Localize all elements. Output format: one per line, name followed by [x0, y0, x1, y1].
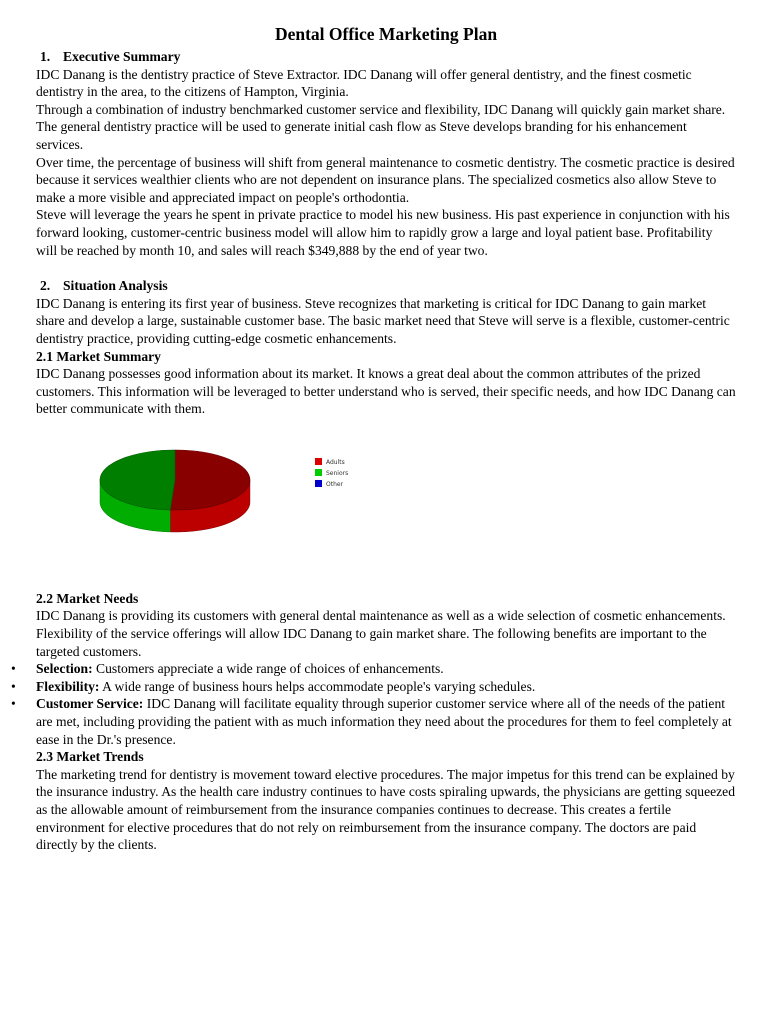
market-summary-heading: 2.1 Market Summary [36, 348, 161, 364]
document-page [11, 22, 736, 854]
executive-summary-heading [36, 48, 736, 66]
section-number: 2. [40, 278, 51, 294]
benefits-list [11, 660, 736, 748]
market-summary-paragraph: IDC Danang possesses good information about its market. It knows a great deal about the common attributes of the prized customers. This information will be leveraged to better understand who is served, their specific needs, and how IDC Danang can better communicate with them. [36, 366, 736, 417]
exec-paragraph-4: Steve will leverage the years he spent in private practice to model his new business. His past experience in conjunction with his forward looking, customer-centric business model will allow him to rapidly grow a large and loyal patient base. Profitability will be reached by month 10, and sales will reach $349,888 by the end of year two. [36, 207, 730, 258]
section-heading-text: Situation Analysis [63, 278, 168, 294]
situation-paragraph: IDC Danang is entering its first year of business. Steve recognizes that marketing is critical for IDC Danang to gain market share and develop a large, sustainable customer base. The basic market need that Steve will serve is a flexible, customer-centric dentistry practice, providing cutting-edge cosmetic enhancements. [36, 295, 730, 346]
list-item [11, 660, 736, 678]
market-pie-chart [36, 418, 736, 590]
list-item [11, 695, 736, 748]
market-trends-heading: 2.3 Market Trends [36, 749, 144, 765]
section-number: 1. [40, 49, 51, 64]
bullet-text: IDC Danang will facilitate equality through superior customer service where all of the needs of the patient are met, including providing the patient with as much information they need about the procedures for them to feel completely at ease in the Dr.'s presence. [36, 696, 732, 747]
bullet-text: A wide range of business hours helps accommodate people's varying schedules. [99, 678, 536, 694]
list-item [11, 678, 736, 696]
bullet-label: Selection: [36, 661, 93, 677]
situation-analysis-heading [36, 277, 736, 295]
section-heading-text: Executive Summary [63, 49, 181, 64]
legend-swatch-seniors [315, 469, 322, 476]
exec-paragraph-1: IDC Danang is the dentistry practice of Steve Extractor. IDC Danang will offer general dentistry, and the finest cosmetic dentistry in the area, to the citizens of Hampton, Virginia. [36, 66, 692, 100]
pie-chart-svg [36, 418, 736, 590]
bullet-label: Customer Service: [36, 696, 144, 712]
market-needs-heading: 2.2 Market Needs [36, 590, 139, 606]
market-needs-paragraph: IDC Danang is providing its customers with general dental maintenance as well as a wide selection of cosmetic enhancements. Flexibility of the service offerings will allow IDC Danang to gain market share. The following benefits are important to the targeted customers. [36, 608, 726, 659]
bullet-label: Flexibility: [36, 678, 100, 694]
bullet-icon: • [11, 661, 16, 677]
exec-paragraph-2: Through a combination of industry benchmarked customer service and flexibility, IDC Danang will quickly gain market share. The general dentistry practice will be used to generate initial cash flow as Steve develops branding for his enhancement services. [36, 101, 726, 152]
market-trends-paragraph: The marketing trend for dentistry is movement toward elective procedures. The major impetus for this trend can be explained by the insurance industry. As the health care industry continues to have costs spiraling upwards, the physicians are getting squeezed as the allowable amount of reimbursement from the insurance companies continues to decrease. This creates a fertile environment for elective procedures that do not rely on reimbursement from the insurance company. The doctors are paid directly by the clients. [36, 766, 736, 853]
legend-label-adults: Adults [326, 458, 345, 466]
legend-label-seniors: Seniors [326, 469, 349, 477]
exec-paragraph-3: Over time, the percentage of business will shift from general maintenance to cosmetic dentistry. The cosmetic practice is desired because it services wealthier clients who are not dependent on insurance plans. The specialized cosmetics also allow Steve to make a more visible and appreciated impact on people's orthodontia. [36, 154, 735, 205]
legend-label-other: Other [326, 480, 344, 488]
document-title: Dental Office Marketing Plan [274, 24, 498, 44]
bullet-icon: • [11, 696, 16, 712]
legend-swatch-adults [315, 458, 322, 465]
legend-swatch-other [315, 480, 322, 487]
bullet-icon: • [11, 678, 16, 694]
bullet-text: Customers appreciate a wide range of choices of enhancements. [92, 661, 444, 677]
